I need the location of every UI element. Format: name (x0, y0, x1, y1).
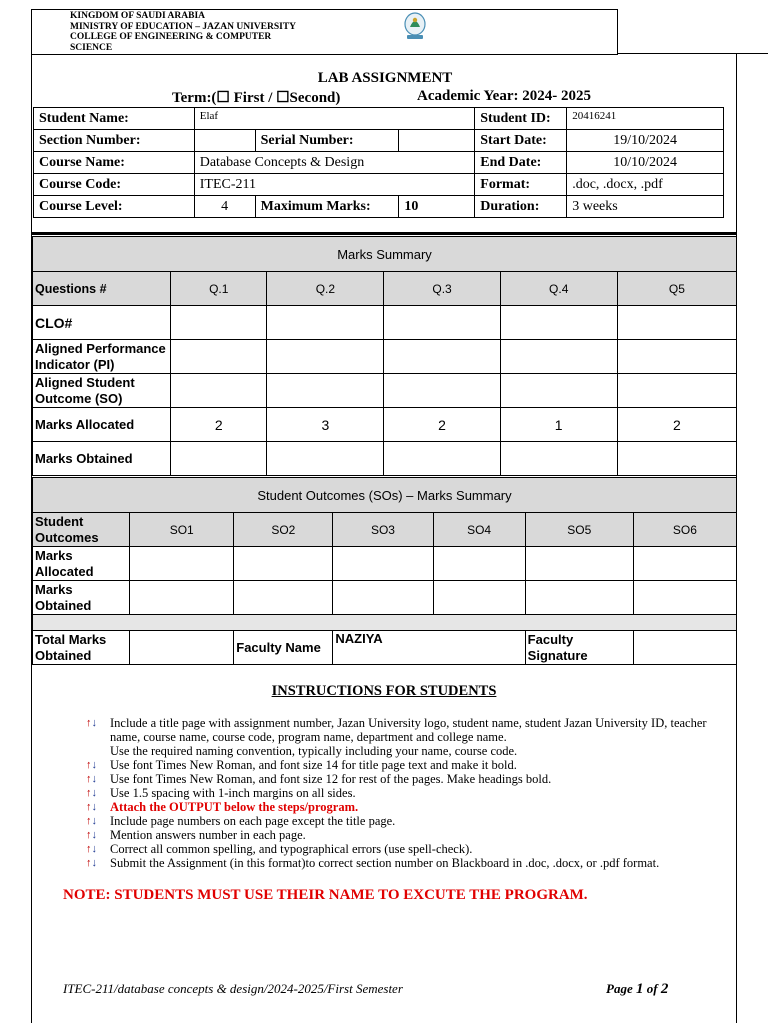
so-allocated-cell[interactable] (633, 547, 736, 581)
arrow-bullet-icon: ↑↓ (86, 801, 97, 813)
so-obtained-cell[interactable] (234, 581, 333, 615)
clo-cell[interactable] (500, 306, 617, 340)
arrow-bullet-icon: ↑↓ (86, 717, 97, 729)
marks-obtained-cell[interactable] (267, 442, 384, 476)
so-cell[interactable] (267, 374, 384, 408)
course-level-label: Course Level: (34, 196, 195, 218)
arrow-bullet-icon: ↑↓ (86, 815, 97, 827)
section-number-value[interactable] (194, 130, 255, 152)
course-name-label: Course Name: (34, 152, 195, 174)
question-header: Q.2 (267, 272, 384, 306)
so-header: SO2 (234, 513, 333, 547)
format-value: .doc, .docx, .pdf (567, 174, 724, 196)
marks-summary-title: Marks Summary (33, 237, 737, 272)
spacer-row (33, 615, 737, 631)
term-label: Term:(☐ First / ☐Second) (172, 90, 341, 106)
so-summary-table (32, 477, 737, 665)
arrow-bullet-icon: ↑↓ (86, 857, 97, 869)
clo-label: CLO# (33, 306, 171, 340)
duration-label: Duration: (475, 196, 567, 218)
instruction-item: ↑↓ Use font Times New Roman, and font size 12 for rest of the pages. Make headings bold. (86, 772, 552, 786)
so-allocated-cell[interactable] (333, 547, 433, 581)
marks-allocated-label: Marks Allocated (33, 408, 171, 442)
pi-cell[interactable] (171, 340, 267, 374)
so-cell[interactable] (171, 374, 267, 408)
marks-obtained-cell[interactable] (171, 442, 267, 476)
clo-cell[interactable] (267, 306, 384, 340)
so-marks-obtained-label: Marks Obtained (33, 581, 130, 615)
so-cell[interactable] (384, 374, 500, 408)
faculty-name-value: NAZIYA (333, 631, 525, 665)
course-name-value: Database Concepts & Design (194, 152, 475, 174)
so-obtained-cell[interactable] (130, 581, 234, 615)
so-obtained-cell[interactable] (333, 581, 433, 615)
so-header: SO1 (130, 513, 234, 547)
so-header: SO3 (333, 513, 433, 547)
duration-value: 3 weeks (567, 196, 724, 218)
so-obtained-cell[interactable] (525, 581, 633, 615)
total-pages: 2 (660, 981, 669, 997)
academic-year: Academic Year: 2024- 2025 (417, 88, 591, 104)
page-number (606, 981, 668, 998)
course-level-value: 4 (194, 196, 255, 218)
marks-allocated-value: 1 (500, 408, 617, 442)
arrow-bullet-icon: ↑↓ (86, 787, 97, 799)
instruction-item: ↑↓ Submit the Assignment (in this format)to correct section number on Blackboard in .doc, .docx, or .pdf format. (86, 856, 660, 870)
student-id-label: Student ID: (475, 108, 567, 130)
so-summary-title: Student Outcomes (SOs) – Marks Summary (33, 478, 737, 513)
student-outcomes-label: Student Outcomes (33, 513, 130, 547)
format-label: Format: (475, 174, 567, 196)
so-label: Aligned Student Outcome (SO) (33, 374, 171, 408)
so-cell[interactable] (500, 374, 617, 408)
header-line: SCIENCE (70, 42, 113, 53)
question-header: Q.4 (500, 272, 617, 306)
header-rule (617, 53, 768, 54)
institution-header (70, 11, 330, 53)
instruction-item: ↑↓ Mention answers number in each page. (86, 828, 306, 842)
header-line: KINGDOM OF SAUDI ARABIA (70, 11, 206, 21)
course-code-label: Course Code: (34, 174, 195, 196)
instructions-list (86, 716, 726, 870)
arrow-bullet-icon: ↑↓ (86, 829, 97, 841)
faculty-signature-label: Faculty Signature (525, 631, 633, 665)
so-allocated-cell[interactable] (234, 547, 333, 581)
marks-allocated-value: 3 (267, 408, 384, 442)
assignment-title: LAB ASSIGNMENT (317, 70, 453, 86)
instruction-item: ↑↓ Use font Times New Roman, and font size 14 for title page text and make it bold. (86, 758, 517, 772)
header-line: MINISTRY OF EDUCATION – JAZAN UNIVERSITY (70, 21, 297, 32)
so-allocated-cell[interactable] (525, 547, 633, 581)
end-date-value: 10/10/2024 (567, 152, 724, 174)
so-obtained-cell[interactable] (433, 581, 525, 615)
pi-cell[interactable] (267, 340, 384, 374)
question-header: Q.1 (171, 272, 267, 306)
so-cell[interactable] (617, 374, 736, 408)
header-line: COLLEGE OF ENGINEERING & COMPUTER (70, 32, 272, 42)
faculty-name-label: Faculty Name (234, 631, 333, 665)
footer-course-info: ITEC-211/database concepts & design/2024-2025/First Semester (63, 981, 403, 996)
arrow-bullet-icon: ↑↓ (86, 759, 97, 771)
current-page: 1 (635, 981, 644, 997)
of-word: of (646, 981, 658, 996)
instruction-item: Use the required naming convention, typically including your name, course code. (110, 744, 518, 758)
arrow-bullet-icon: ↑↓ (86, 773, 97, 785)
student-note: NOTE: STUDENTS MUST USE THEIR NAME TO EXCUTE THE PROGRAM. (63, 887, 588, 903)
instruction-item: ↑↓ Include page numbers on each page except the title page. (86, 814, 396, 828)
total-marks-label: Total Marks Obtained (33, 631, 130, 665)
pi-label: Aligned Performance Indicator (PI) (33, 340, 171, 374)
so-marks-allocated-label: Marks Allocated (33, 547, 130, 581)
total-marks-cell[interactable] (130, 631, 234, 665)
instruction-item: ↑↓ Correct all common spelling, and typographical errors (use spell-check). (86, 842, 473, 856)
marks-summary-table (32, 236, 737, 476)
so-allocated-cell[interactable] (433, 547, 525, 581)
marks-obtained-cell[interactable] (500, 442, 617, 476)
student-name-value[interactable]: Elaf (194, 108, 475, 130)
marks-obtained-cell[interactable] (617, 442, 736, 476)
section-divider (32, 232, 737, 235)
maximum-marks-value: 10 (399, 196, 475, 218)
instruction-item: ↑↓ Include a title page with assignment number, Jazan University logo, student name, student Jazan University ID, teacher name, course name, course code, program name, department and college name. (86, 716, 707, 744)
marks-allocated-value: 2 (617, 408, 736, 442)
instruction-item: ↑↓ Attach the OUTPUT below the steps/program. (86, 800, 359, 814)
header-box (31, 9, 618, 55)
questions-label: Questions # (33, 272, 171, 306)
start-date-value: 19/10/2024 (567, 130, 724, 152)
end-date-label: End Date: (475, 152, 567, 174)
serial-number-label: Serial Number: (255, 130, 399, 152)
page-word: Page (606, 981, 633, 996)
faculty-signature-cell[interactable] (633, 631, 736, 665)
student-info-table (33, 107, 724, 218)
section-number-label: Section Number: (34, 130, 195, 152)
instruction-item: ↑↓ Use 1.5 spacing with 1-inch margins on all sides. (86, 786, 356, 800)
instructions-title: INSTRUCTIONS FOR STUDENTS (271, 683, 497, 699)
so-header: SO6 (633, 513, 736, 547)
so-header: SO4 (433, 513, 525, 547)
maximum-marks-label: Maximum Marks: (255, 196, 399, 218)
marks-obtained-label: Marks Obtained (33, 442, 171, 476)
question-header: Q.3 (384, 272, 500, 306)
start-date-label: Start Date: (475, 130, 567, 152)
course-code-value: ITEC-211 (194, 174, 475, 196)
marks-allocated-value: 2 (171, 408, 267, 442)
so-header: SO5 (525, 513, 633, 547)
so-allocated-cell[interactable] (130, 547, 234, 581)
student-id-value[interactable]: 20416241 (567, 108, 724, 130)
pi-cell[interactable] (617, 340, 736, 374)
clo-cell[interactable] (617, 306, 736, 340)
clo-cell[interactable] (171, 306, 267, 340)
arrow-bullet-icon: ↑↓ (86, 843, 97, 855)
so-obtained-cell[interactable] (633, 581, 736, 615)
serial-number-value[interactable] (399, 130, 475, 152)
student-name-label: Student Name: (34, 108, 195, 130)
clo-cell[interactable] (384, 306, 500, 340)
university-logo (401, 11, 429, 41)
pi-cell[interactable] (384, 340, 500, 374)
marks-obtained-cell[interactable] (384, 442, 500, 476)
pi-cell[interactable] (500, 340, 617, 374)
marks-allocated-value: 2 (384, 408, 500, 442)
question-header: Q5 (617, 272, 736, 306)
